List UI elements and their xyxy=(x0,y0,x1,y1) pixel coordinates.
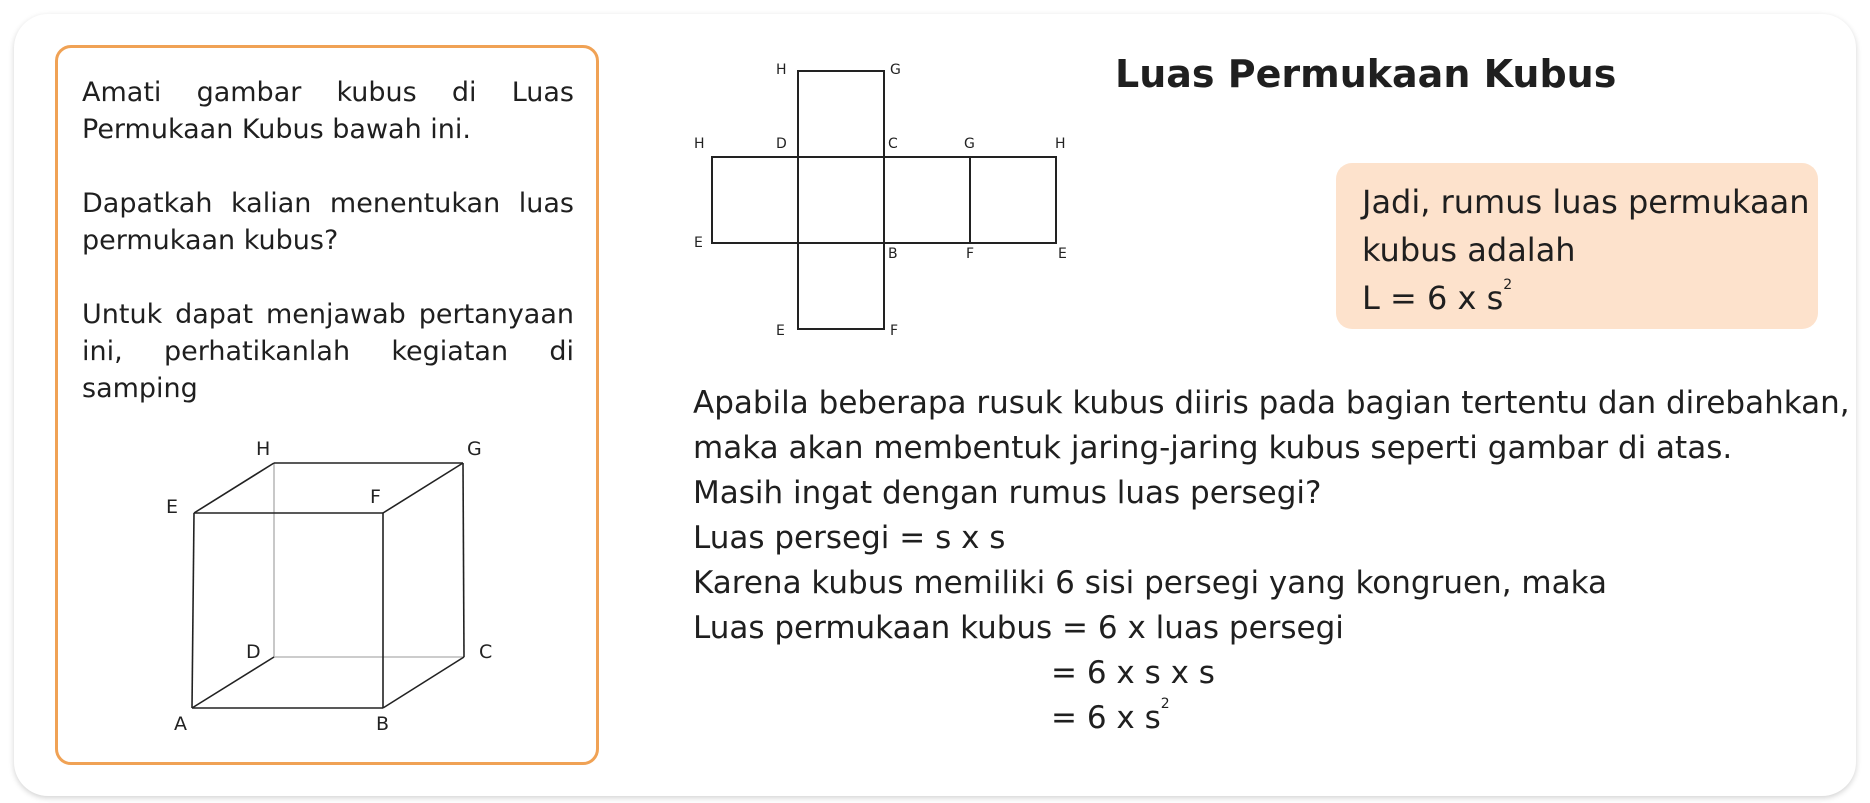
instruction-paragraph-3: Untuk dapat menjawab pertanyaan ini, perhatikanlah kegiatan di samping xyxy=(82,299,574,404)
net-label-C: C xyxy=(888,136,898,152)
explanation-line-3: Masih ingat dengan rumus luas persegi? xyxy=(693,475,1322,511)
vertex-label-G: G xyxy=(467,438,482,460)
net-face-bottom xyxy=(798,243,884,329)
net-label-G-mid: G xyxy=(964,136,975,152)
vertex-label-B: B xyxy=(376,713,390,735)
net-label-E-left: E xyxy=(694,235,703,251)
summary-formula-exponent: 2 xyxy=(1503,277,1513,293)
explanation-step-3-base: = 6 x s xyxy=(1051,700,1161,736)
edge-BC xyxy=(383,657,464,708)
net-face-back xyxy=(970,157,1056,243)
cube-diagram xyxy=(150,430,530,740)
net-label-H-top: H xyxy=(776,62,787,78)
net-face-right xyxy=(884,157,970,243)
explanation-step-3-exponent: 2 xyxy=(1160,696,1170,712)
net-label-D: D xyxy=(776,136,787,152)
net-label-G-top: G xyxy=(890,62,901,78)
explanation-line-1: Apabila beberapa rusuk kubus diiris pada bagian tertentu dan direbahkan, xyxy=(693,385,1850,421)
edge-EA xyxy=(192,513,194,708)
explanation-step-3 xyxy=(693,696,1833,741)
net-label-E-right: E xyxy=(1058,246,1067,262)
net-label-H-left: H xyxy=(694,136,705,152)
edge-DA xyxy=(192,657,274,708)
explanation-text xyxy=(693,381,1850,741)
vertex-label-C: C xyxy=(479,641,493,663)
summary-line-2: kubus adalah xyxy=(1362,231,1576,269)
net-face-front xyxy=(798,157,884,243)
vertex-label-D: D xyxy=(246,641,261,663)
net-face-left xyxy=(712,157,798,243)
explanation-step-2: = 6 x s x s xyxy=(1051,655,1215,691)
net-label-E-bottom: E xyxy=(776,323,785,339)
vertex-label-F: F xyxy=(370,486,381,508)
page-title: Luas Permukaan Kubus xyxy=(1115,52,1617,96)
net-label-F-mid: F xyxy=(966,246,975,262)
explanation-line-6: Luas permukaan kubus = 6 x luas persegi xyxy=(693,610,1344,646)
explanation-line-5: Karena kubus memiliki 6 sisi persegi yang kongruen, maka xyxy=(693,565,1608,601)
net-label-H-right: H xyxy=(1055,136,1066,152)
formula-summary-text xyxy=(1362,178,1812,322)
vertex-label-E: E xyxy=(166,496,179,518)
summary-formula xyxy=(1362,274,1812,322)
net-face-top xyxy=(798,71,884,157)
summary-line-1: Jadi, rumus luas permukaan xyxy=(1362,183,1810,221)
cube-net-diagram xyxy=(680,55,1100,345)
explanation-line-4: Luas persegi = s x s xyxy=(693,520,1006,556)
instruction-text xyxy=(82,74,574,444)
edge-EH xyxy=(194,463,274,513)
edge-GC xyxy=(463,463,464,657)
edge-FG xyxy=(383,463,463,513)
instruction-paragraph-1: Amati gambar kubus di Luas Permukaan Kubus bawah ini. xyxy=(82,77,574,145)
net-label-F-bottom: F xyxy=(890,323,899,339)
instruction-paragraph-2: Dapatkah kalian menentukan luas permukaan kubus? xyxy=(82,188,574,256)
summary-formula-base: L = 6 x s xyxy=(1362,279,1504,317)
vertex-label-A: A xyxy=(174,713,187,735)
explanation-line-2: maka akan membentuk jaring-jaring kubus seperti gambar di atas. xyxy=(693,430,1733,466)
net-label-B: B xyxy=(888,246,898,262)
vertex-label-H: H xyxy=(256,438,271,460)
